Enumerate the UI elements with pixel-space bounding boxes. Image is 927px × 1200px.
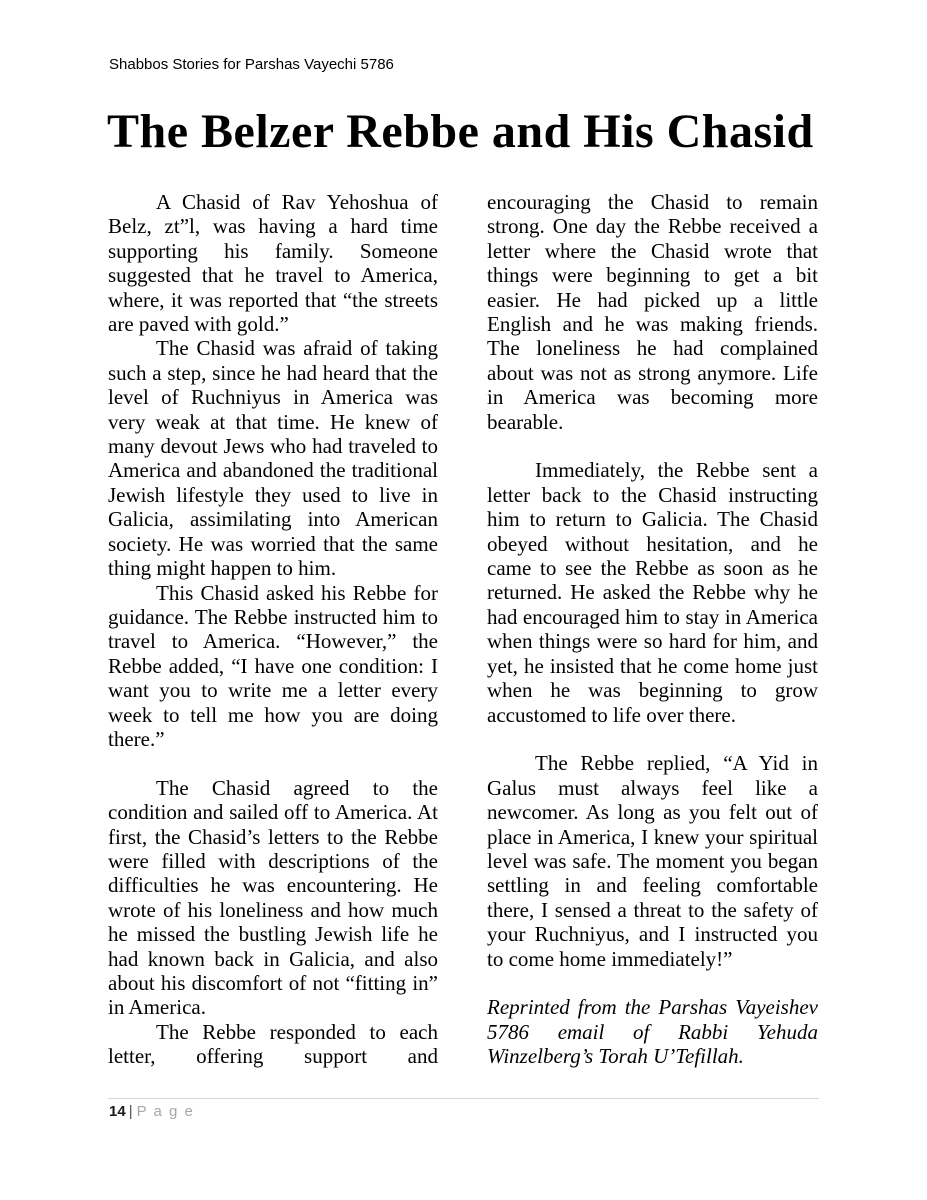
page-number: 14 <box>109 1103 126 1120</box>
paragraph: This Chasid asked his Rebbe for guidance. The Rebbe instructed him to travel to America. “However,” the Rebbe added, “I have one condition: I want you to write me a letter every week to tell me how you are doing there.” <box>108 580 438 751</box>
page-title: The Belzer Rebbe and His Chasid <box>107 105 814 158</box>
reprint-attribution: Reprinted from the Parshas Vayeishev 5786 email of Rabbi Yehuda Winzelberg’s Torah U’Tefillah. <box>487 995 818 1069</box>
right-column <box>487 190 818 1069</box>
running-header: Shabbos Stories for Parshas Vayechi 5786 <box>109 56 394 73</box>
paragraph: The Chasid was afraid of taking such a step, since he had heard that the level of Ruchniyus in America was very weak at that time. He knew of many devout Jews who had traveled to America and abandoned the traditional Jewish lifestyle they used to live in Galicia, assimilating into American society. He was worried that the same thing might happen to him. <box>108 336 438 581</box>
footer-divider <box>108 1098 819 1099</box>
left-column <box>108 190 438 1069</box>
article-body <box>108 190 818 1069</box>
paragraph: The Chasid agreed to the condition and sailed off to America. At first, the Chasid’s letters to the Rebbe were filled with descriptions of the difficulties he was encountering. He wrote of his loneliness and how much he missed the bustling Jewish life he had known back in Galicia, and also about his discomfort of not “fitting in” in America. <box>108 775 438 1020</box>
page-footer <box>109 1103 194 1120</box>
paragraph: A Chasid of Rav Yehoshua of Belz, zt”l, was having a hard time supporting his family. Someone suggested that he travel to America, where, it was reported that “the streets are paved with gold.” <box>108 190 438 337</box>
paragraph: Immediately, the Rebbe sent a letter back to the Chasid instructing him to return to Galicia. The Chasid obeyed without hesitation, and he came to see the Rebbe as soon as he returned. He asked the Rebbe why he had encouraged him to stay in America when things were so hard for him, and yet, he insisted that he come home just when he was beginning to grow accustomed to life over there. <box>487 458 818 727</box>
paragraph: The Rebbe responded to each letter, offering support and <box>108 1019 438 1069</box>
paragraph: encouraging the Chasid to remain strong. One day the Rebbe received a letter where the Chasid wrote that things were beginning to get a bit easier. He had picked up a little English and he was making friends. The loneliness he had complained about was not as strong anymore. Life in America was becoming more bearable. <box>487 190 818 434</box>
footer-separator: | <box>128 1103 133 1120</box>
paragraph: The Rebbe replied, “A Yid in Galus must always feel like a newcomer. As long as you felt out of place in America, I knew your spiritual level was safe. The moment you began settling in and feeling comfortable there, I sensed a threat to the safety of your Ruchniyus, and I instructed you to come home immediately!” <box>487 751 818 971</box>
footer-page-label: P a g e <box>136 1103 195 1120</box>
